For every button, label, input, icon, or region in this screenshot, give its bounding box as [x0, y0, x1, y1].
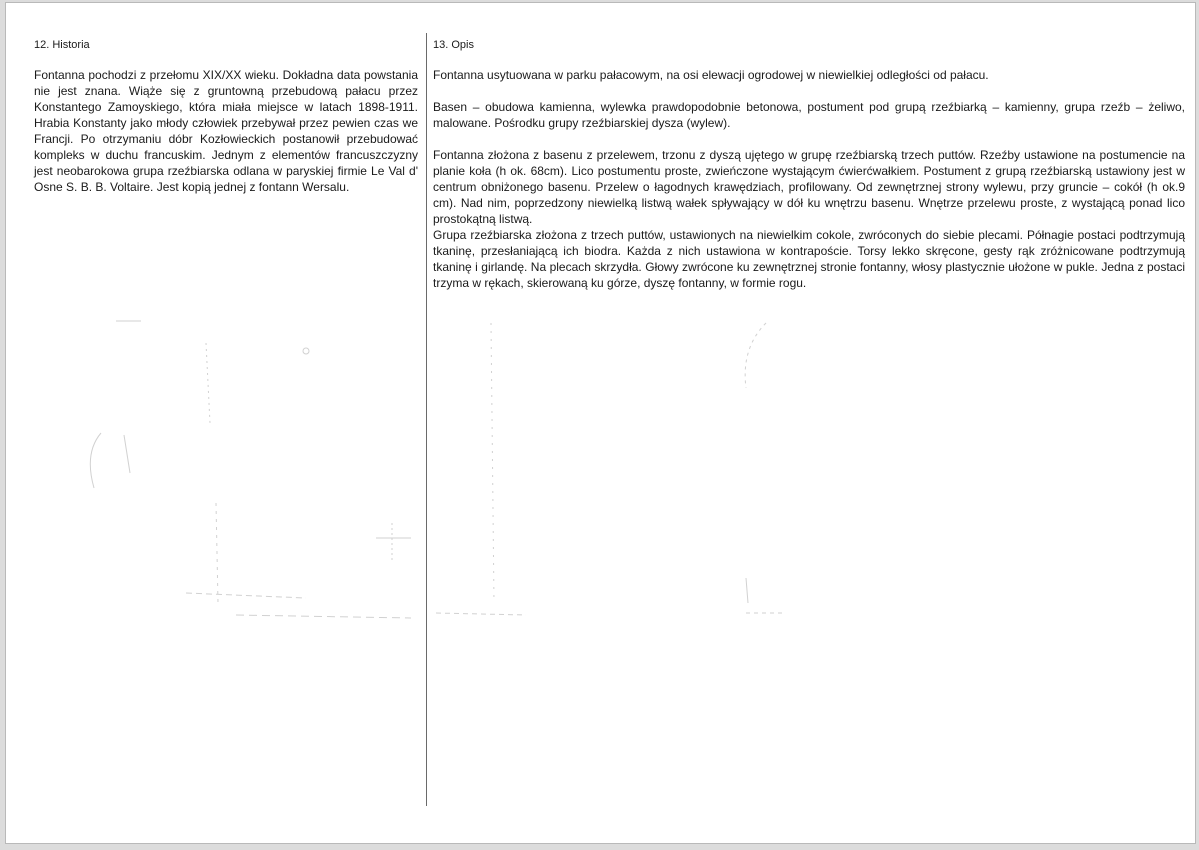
description-heading: 13. Opis: [433, 39, 474, 51]
history-text: Fontanna pochodzi z przełomu XIX/XX wieku. Dokładna data powstania nie jest znana. Wiąże się z gruntowną przebudową pałacu przez Konstantego Zamoyskiego, która miała miejsce w latach 1898-1911. Hrabia Konstanty jako młody człowiek przebywał przez pewien czas we Francji. Po otrzymaniu dóbr Kozłowieckich postanowił przebudować kompleks w duchu francuskim. Jednym z elementów francuszczyzny jest neobarokowa grupa rzeźbiarska odlana w paryskiej firmie Le Val d' Osne S. B. B. Voltaire. Jest kopią jednej z fontann Wersalu.: [34, 68, 418, 194]
document-page: [5, 2, 1196, 844]
description-paragraph: Fontanna usytuowana w parku pałacowym, na osi elewacji ogrodowej w niewielkiej odległości od pałacu.: [433, 68, 989, 82]
description-paragraph: Grupa rzeźbiarska złożona z trzech puttów, ustawionych na niewielkim cokole, zwróconych do siebie plecami. Półnagie postaci podtrzymują tkaninę, przesłaniającą ich biodra. Każda z nich ustawiona w kontrapoście. Torsy lekko skręcone, gesty rąk zróżnicowane podtrzymują tkaninę i girlandę. Na plecach skrzydła. Głowy zwrócone ku zewnętrznej stronie fontanny, włosy plastycznie ułożone w pukle. Jedna z postaci trzyma w rękach, skierowaną ku górze, dyszę fontanny, w formie rogu.: [433, 228, 1185, 290]
history-heading: 12. Historia: [34, 39, 90, 51]
history-section: [34, 37, 418, 195]
description-paragraph: Fontanna złożona z basenu z przelewem, trzonu z dyszą ujętego w grupę rzeźbiarską trzech puttów. Rzeźby ustawione na postumencie na planie koła (h ok. 68cm). Lico postumentu proste, zwieńczone wystającym ćwierćwałkiem. Postument z grupą rzeźbiarską ustawiony jest w centrum obniżonego basenu. Przelew o łagodnych krawędziach, profilowany. Od zewnętrznej strony wylewu, przy gruncie – cokół (h ok.9 cm). Nad nim, poprzedzony niewielką listwą wałek spływający w dół ku wnętrzu basenu. Wnętrze przelewu proste, z wystającą ponad lico prostokątną listwą.: [433, 148, 1185, 226]
description-section: [427, 37, 1185, 291]
description-paragraph: Basen – obudowa kamienna, wylewka prawdopodobnie betonowa, postument pod grupą rzeźbiarką – kamienny, grupa rzeźb – żeliwo, malowane. Pośrodku grupy rzeźbiarskiej dysza (wylew).: [433, 100, 1185, 130]
